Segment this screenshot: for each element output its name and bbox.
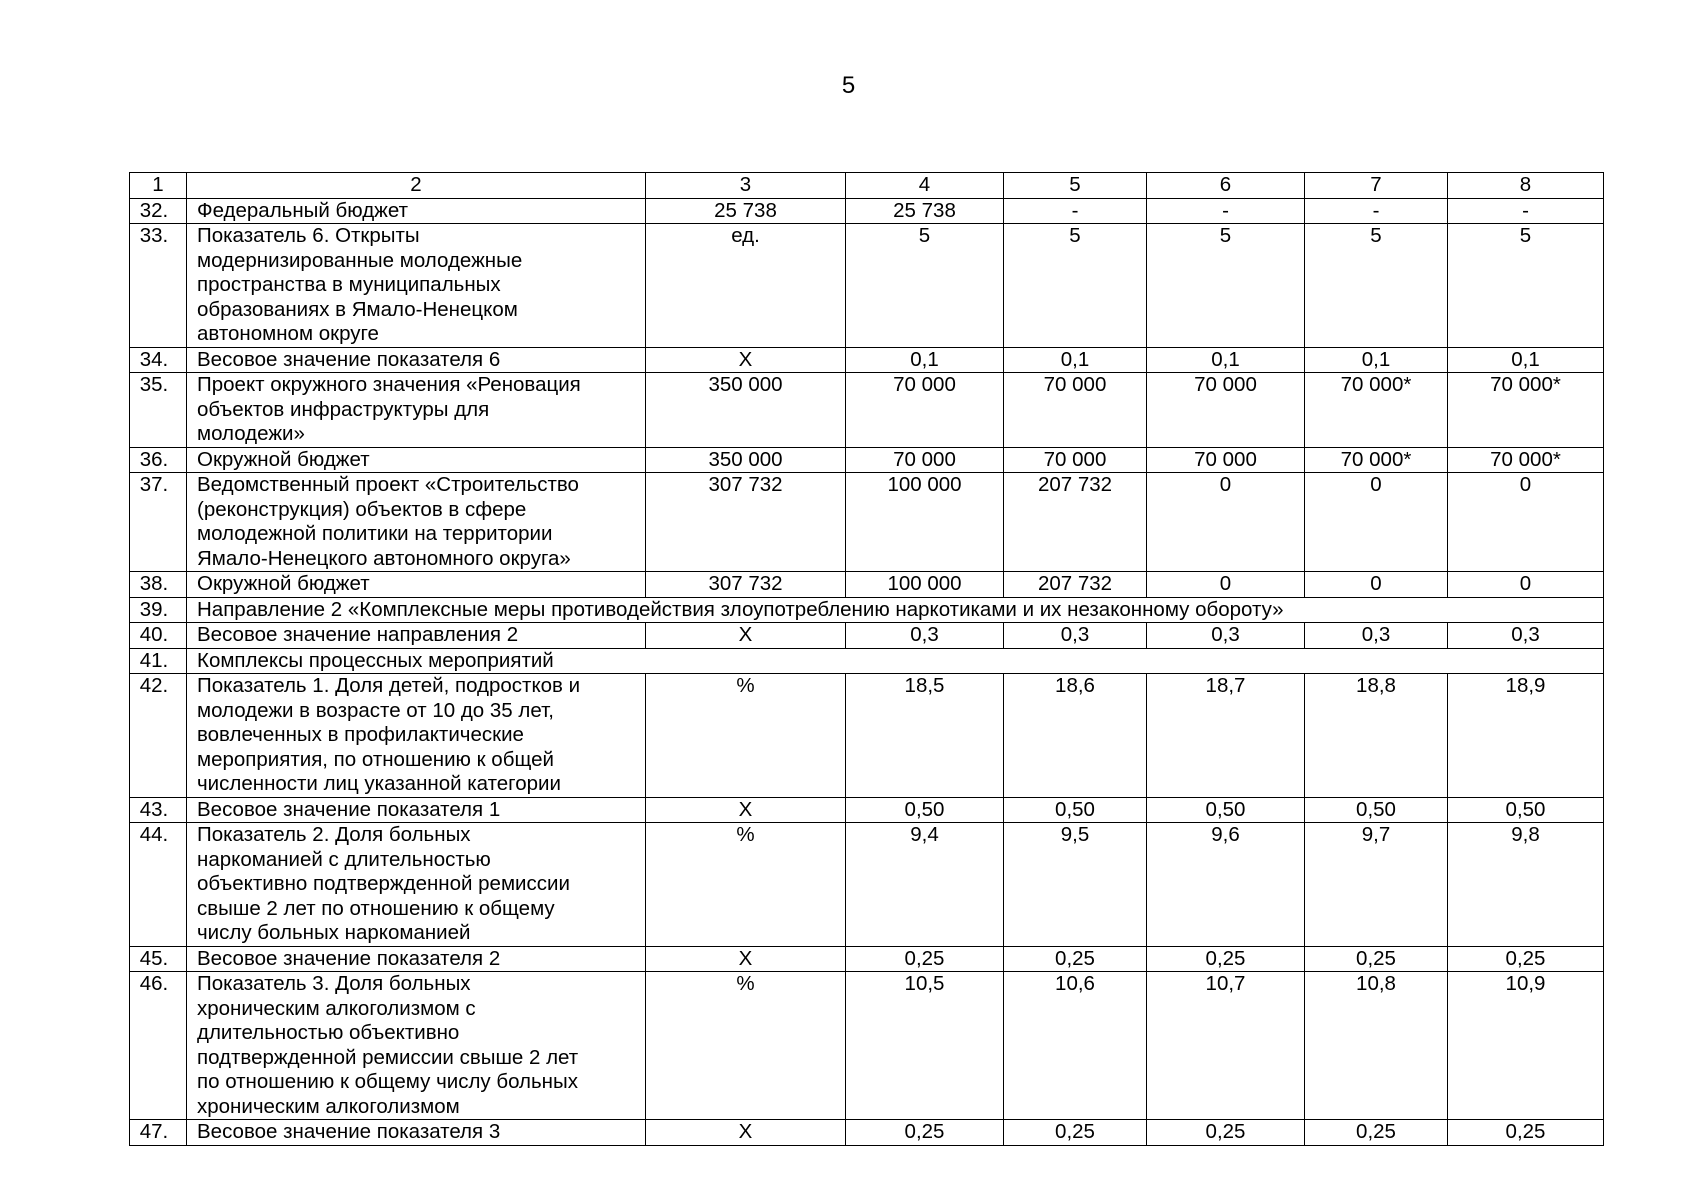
row-value-col-7: 9,7 [1305,823,1448,947]
row-value-col-6: 70 000 [1147,373,1305,448]
row-value-col-8: 70 000* [1448,373,1604,448]
table-row [130,1120,1604,1146]
row-value-col-5: 0,3 [1004,623,1147,649]
row-value-col-7: - [1305,198,1448,224]
row-name: Показатель 6. Открыты модернизированные молодежные пространства в муниципальных образованиях в Ямало-Ненецком автономном округе [187,224,646,348]
row-value-col-7: 5 [1305,224,1448,348]
row-number: 44. [130,823,187,947]
row-number: 47. [130,1120,187,1146]
header-cell-4: 4 [846,173,1004,199]
table-row [130,674,1604,798]
table-row [130,347,1604,373]
row-value-col-4: 100 000 [846,572,1004,598]
row-value-col-4: 25 738 [846,198,1004,224]
row-value-col-6: 0,3 [1147,623,1305,649]
table-row [130,648,1604,674]
row-number: 38. [130,572,187,598]
row-name: Комплексы процессных мероприятий [187,648,646,674]
row-name: Показатель 2. Доля больных наркоманией с длительностью объективно подтвержденной ремиссии свыше 2 лет по отношению к общему числу больных наркоманией [187,823,646,947]
row-value-col-7: 70 000* [1305,373,1448,448]
row-value-col-4: 10,5 [846,972,1004,1120]
row-value-col-8: - [1448,198,1604,224]
row-value-col-5: 5 [1004,224,1147,348]
row-value-col-3: Х [646,946,846,972]
table-row [130,447,1604,473]
table-row [130,623,1604,649]
row-value-col-3: 350 000 [646,447,846,473]
row-value-col-6: 0,1 [1147,347,1305,373]
row-value-col-3: Х [646,797,846,823]
row-value-col-7: 0,50 [1305,797,1448,823]
row-value-col-8: 0,50 [1448,797,1604,823]
row-number: 40. [130,623,187,649]
row-value-col-6: 70 000 [1147,447,1305,473]
row-value-col-3: ед. [646,224,846,348]
table-row [130,823,1604,947]
row-value-col-4: 0,50 [846,797,1004,823]
row-value-col-4: 100 000 [846,473,1004,572]
table-row [130,946,1604,972]
page-number: 5 [841,72,856,99]
row-value-col-7: 10,8 [1305,972,1448,1120]
row-number: 37. [130,473,187,572]
row-value-col-4: 0,25 [846,1120,1004,1146]
row-value-col-6: 0 [1147,473,1305,572]
row-value-col-5: 18,6 [1004,674,1147,798]
header-row [130,173,1604,199]
row-value-col-6: 0,50 [1147,797,1305,823]
row-value-col-7: 0 [1305,572,1448,598]
header-cell-6: 6 [1147,173,1305,199]
row-value-col-5: - [1004,198,1147,224]
table-row [130,972,1604,1120]
row-value-col-4: 70 000 [846,447,1004,473]
row-name: Весовое значение показателя 3 [187,1120,646,1146]
row-name: Весовое значение показателя 6 [187,347,646,373]
row-value-col-4: 0,25 [846,946,1004,972]
row-number: 36. [130,447,187,473]
row-value-col-7: 0 [1305,473,1448,572]
row-number: 46. [130,972,187,1120]
header-cell-5: 5 [1004,173,1147,199]
row-value-col-6: 5 [1147,224,1305,348]
row-value-col-4: 5 [846,224,1004,348]
table-row [130,572,1604,598]
row-value-col-3: % [646,674,846,798]
table-row [130,597,1604,623]
table-row [130,373,1604,448]
row-number: 33. [130,224,187,348]
row-number: 32. [130,198,187,224]
header-cell-3: 3 [646,173,846,199]
row-value-col-7: 0,25 [1305,946,1448,972]
row-value-col-5: 9,5 [1004,823,1147,947]
row-value-col-7: 0,1 [1305,347,1448,373]
row-name: Окружной бюджет [187,447,646,473]
row-value-col-8: 70 000* [1448,447,1604,473]
row-value-col-8: 0,1 [1448,347,1604,373]
row-value-col-3: 350 000 [646,373,846,448]
row-name: Показатель 3. Доля больных хроническим алкоголизмом с длительностью объективно подтвержденной ремиссии свыше 2 лет по отношению к общему числу больных хроническим алкоголизмом [187,972,646,1120]
row-value-col-5: 0,50 [1004,797,1147,823]
row-value-col-5: 70 000 [1004,447,1147,473]
row-number: 45. [130,946,187,972]
row-value-col-8: 9,8 [1448,823,1604,947]
table-body [130,173,1604,1146]
row-name: Показатель 1. Доля детей, подростков и молодежи в возрасте от 10 до 35 лет, вовлеченных в профилактические мероприятия, по отношению к общей численности лиц указанной категории [187,674,646,798]
row-value-col-7: 18,8 [1305,674,1448,798]
row-number: 39. [130,597,187,623]
row-number: 34. [130,347,187,373]
row-value-col-8: 0,25 [1448,946,1604,972]
row-value-col-5: 0,25 [1004,1120,1147,1146]
row-value-col-7: 70 000* [1305,447,1448,473]
row-value-col-8: 0,3 [1448,623,1604,649]
table-row [130,797,1604,823]
row-number: 43. [130,797,187,823]
table-row [130,198,1604,224]
row-number: 35. [130,373,187,448]
row-value-col-8: 10,9 [1448,972,1604,1120]
row-value-col-3: Х [646,623,846,649]
row-span-filler [646,648,1604,674]
row-value-col-3: 307 732 [646,473,846,572]
row-value-col-4: 0,3 [846,623,1004,649]
row-name: Направление 2 «Комплексные меры противодействия злоупотреблению наркотиками и их незаконному обороту» [187,597,646,623]
row-value-col-4: 9,4 [846,823,1004,947]
row-value-col-3: 307 732 [646,572,846,598]
row-value-col-7: 0,3 [1305,623,1448,649]
row-name: Федеральный бюджет [187,198,646,224]
row-value-col-8: 0 [1448,572,1604,598]
row-name: Окружной бюджет [187,572,646,598]
row-value-col-4: 18,5 [846,674,1004,798]
row-name: Весовое значение показателя 1 [187,797,646,823]
row-value-col-3: % [646,823,846,947]
row-value-col-3: 25 738 [646,198,846,224]
row-value-col-6: 9,6 [1147,823,1305,947]
table-row [130,473,1604,572]
row-value-col-3: Х [646,1120,846,1146]
row-value-col-7: 0,25 [1305,1120,1448,1146]
row-name: Ведомственный проект «Строительство (реконструкция) объектов в сфере молодежной политики на территории Ямало-Ненецкого автономного округа» [187,473,646,572]
data-table [129,172,1604,1146]
row-value-col-5: 207 732 [1004,572,1147,598]
row-name: Весовое значение показателя 2 [187,946,646,972]
row-value-col-8: 5 [1448,224,1604,348]
header-cell-7: 7 [1305,173,1448,199]
row-value-col-6: 10,7 [1147,972,1305,1120]
row-value-col-6: 0,25 [1147,946,1305,972]
header-cell-2: 2 [187,173,646,199]
row-number: 41. [130,648,187,674]
header-cell-8: 8 [1448,173,1604,199]
row-value-col-8: 0,25 [1448,1120,1604,1146]
row-value-col-6: 0,25 [1147,1120,1305,1146]
row-value-col-5: 207 732 [1004,473,1147,572]
row-value-col-3: % [646,972,846,1120]
row-name: Весовое значение направления 2 [187,623,646,649]
row-value-col-3: Х [646,347,846,373]
row-value-col-5: 70 000 [1004,373,1147,448]
row-value-col-5: 0,1 [1004,347,1147,373]
row-value-col-5: 0,25 [1004,946,1147,972]
row-value-col-8: 18,9 [1448,674,1604,798]
row-value-col-5: 10,6 [1004,972,1147,1120]
row-value-col-8: 0 [1448,473,1604,572]
header-cell-1: 1 [130,173,187,199]
row-value-col-4: 0,1 [846,347,1004,373]
row-value-col-4: 70 000 [846,373,1004,448]
row-number: 42. [130,674,187,798]
row-value-col-6: 18,7 [1147,674,1305,798]
table-row [130,224,1604,348]
row-name: Проект окружного значения «Реновация объектов инфраструктуры для молодежи» [187,373,646,448]
row-value-col-6: - [1147,198,1305,224]
row-value-col-6: 0 [1147,572,1305,598]
